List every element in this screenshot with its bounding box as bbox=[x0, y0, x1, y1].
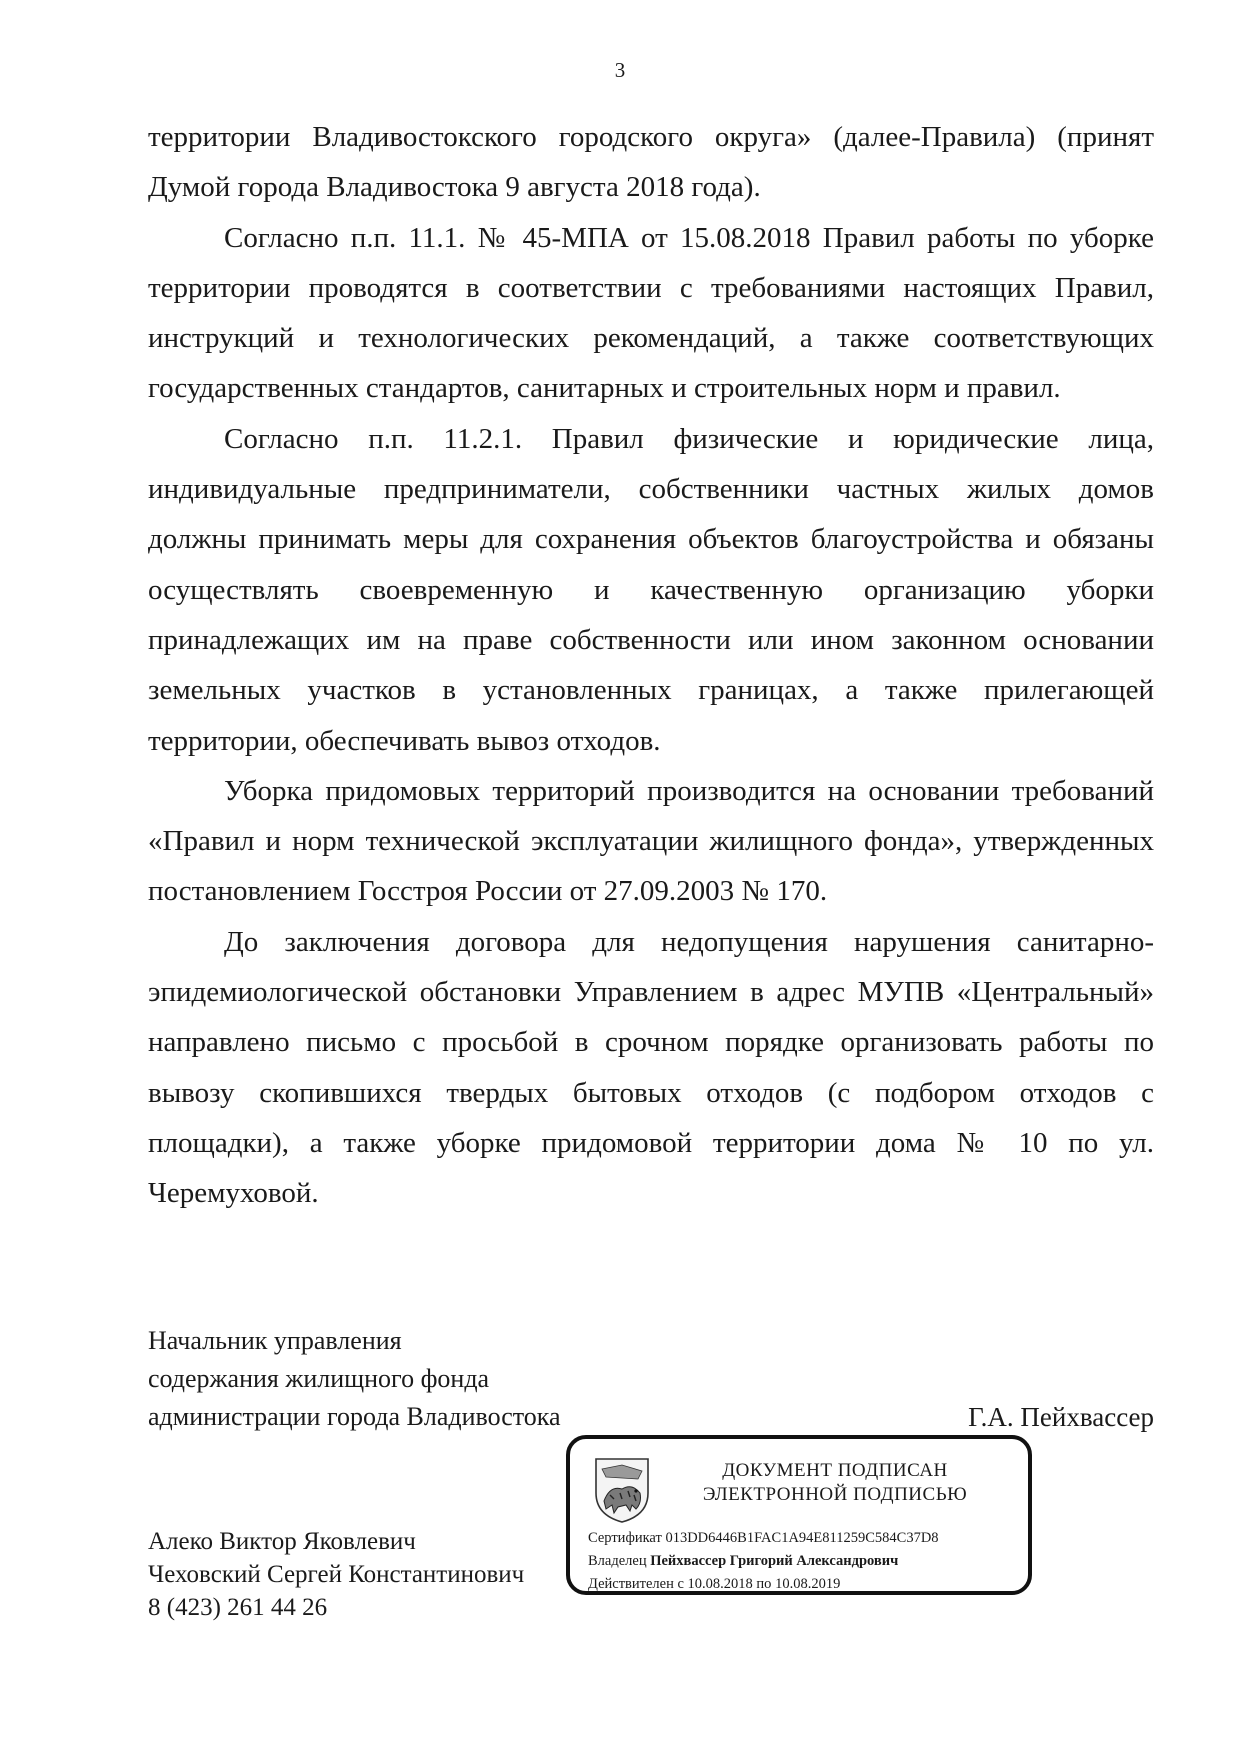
executors-block bbox=[148, 1525, 524, 1624]
executor-phone: 8 (423) 261 44 26 bbox=[148, 1594, 328, 1621]
stamp-owner bbox=[588, 1550, 939, 1573]
stamp-certificate bbox=[588, 1527, 939, 1550]
electronic-signature-stamp bbox=[566, 1435, 1032, 1595]
valid-from: 10.08.2018 bbox=[687, 1576, 753, 1592]
paragraph-1: территории Владивостокского городского округа» (далее-Правила) (принят Думой города Владивостока 9 августа 2018 года). bbox=[148, 121, 1154, 204]
valid-label: Действителен bbox=[588, 1576, 674, 1592]
signature-block bbox=[148, 1322, 1154, 1436]
executor-1: Алеко Виктор Яковлевич bbox=[148, 1528, 416, 1555]
paragraph-5: До заключения договора для недопущения нарушения санитарно-эпидемиологической обстановки Управлением в адрес МУПВ «Центральный» направлено письмо с просьбой в срочном порядке организовать работы по вывозу скопившихся твердых бытовых отходов (с подбором отходов с площадки), а также уборке придомовой территории дома № 10 по ул. Черемуховой. bbox=[148, 925, 1154, 1210]
valid-to-label: по bbox=[756, 1576, 772, 1592]
stamp-validity bbox=[588, 1573, 939, 1596]
stamp-title bbox=[670, 1459, 1000, 1507]
signer-position-line1: Начальник управления bbox=[148, 1326, 402, 1355]
executor-2: Чеховский Сергей Константинович bbox=[148, 1561, 525, 1588]
vladivostok-coat-of-arms-icon bbox=[592, 1455, 652, 1525]
signer-name: Г.А. Пейхвассер bbox=[968, 1402, 1154, 1432]
signer-position-line3: администрации города Владивостока bbox=[148, 1402, 561, 1431]
stamp-title-line1: ДОКУМЕНТ ПОДПИСАН bbox=[722, 1460, 948, 1481]
paragraph-3: Согласно п.п. 11.2.1. Правил физические и юридические лица, индивидуальные предприниматели, собственники частных жилых домов должны принимать меры для сохранения объектов благоустройства и обязаны осуществлять своевременную и качественную организацию уборки принадлежащих им на праве собственности или ином законном основании земельных участков в установленных границах, а также прилегающей территории, обеспечивать вывоз отходов. bbox=[148, 422, 1154, 757]
certificate-label: Сертификат bbox=[588, 1530, 662, 1546]
stamp-details bbox=[588, 1527, 939, 1596]
owner-value: Пейхвассер Григорий Александрович bbox=[650, 1553, 899, 1569]
paragraph-4: Уборка придомовых территорий производится на основании требований «Правил и норм технической эксплуатации жилищного фонда», утвержденных постановлением Госстроя России от 27.09.2003 № 170. bbox=[148, 774, 1154, 908]
stamp-title-line2: ЭЛЕКТРОННОЙ ПОДПИСЬЮ bbox=[702, 1484, 968, 1505]
signer-position-line2: содержания жилищного фонда bbox=[148, 1364, 490, 1393]
document-body bbox=[148, 112, 1154, 1219]
certificate-value: 013DD6446B1FAC1A94E811259C584C37D8 bbox=[665, 1530, 939, 1546]
valid-to: 10.08.2019 bbox=[775, 1576, 841, 1592]
page-number: 3 bbox=[614, 58, 626, 82]
paragraph-2: Согласно п.п. 11.1. № 45-МПА от 15.08.2018 Правил работы по уборке территории проводятся в соответствии с требованиями настоящих Правил, инструкций и технологических рекомендаций, а также соответствующих государственных стандартов, санитарных и строительных норм и правил. bbox=[148, 221, 1154, 405]
valid-from-label: с bbox=[677, 1576, 684, 1592]
owner-label: Владелец bbox=[588, 1553, 647, 1569]
